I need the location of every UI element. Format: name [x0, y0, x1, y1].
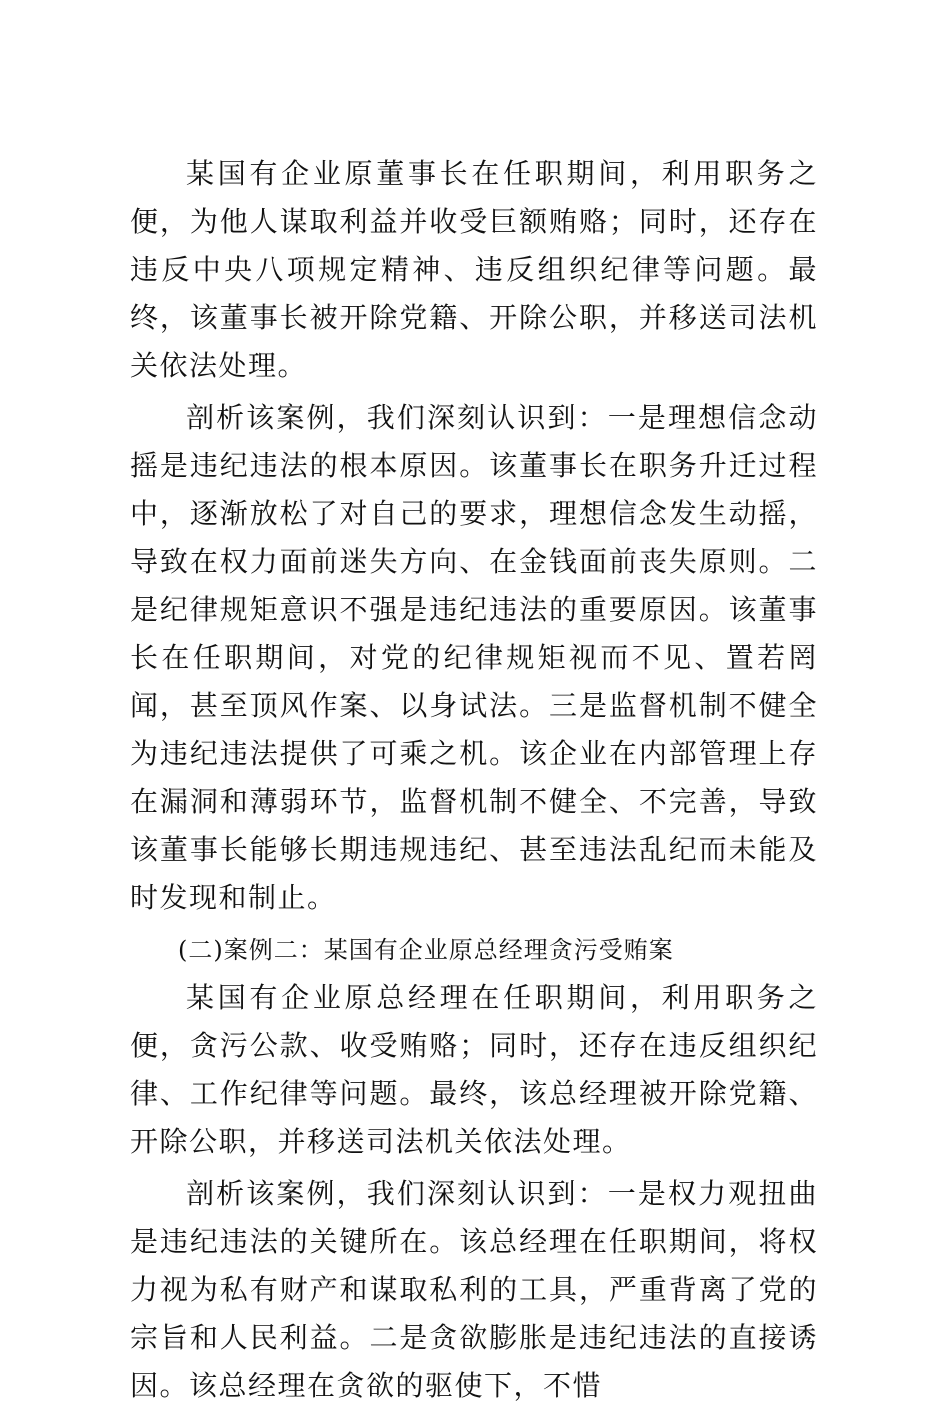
case2-summary-paragraph: 某国有企业原总经理在任职期间，利用职务之便，贪污公款、收受贿赂；同时，还存在违反组织纪律、工作纪律等问题。最终，该总经理被开除党籍、开除公职，并移送司法机关依法处理。: [130, 981, 818, 1158]
case2-heading: (二)案例二：某国有企业原总经理贪污受贿案: [178, 936, 674, 964]
document-body: [130, 150, 818, 1414]
case1-summary-paragraph: 某国有企业原董事长在任职期间，利用职务之便，为他人谋取利益并收受巨额贿赂；同时，还存在违反中央八项规定精神、违反组织纪律等问题。最终，该董事长被开除党籍、开除公职，并移送司法机关依法处理。: [130, 157, 818, 382]
case2-analysis-paragraph: 剖析该案例，我们深刻认识到：一是权力观扭曲是违纪违法的关键所在。该总经理在任职期间，将权力视为私有财产和谋取私利的工具，严重背离了党的宗旨和人民利益。二是贪欲膨胀是违纪违法的直接诱因。该总经理在贪欲的驱使下，不惜: [130, 1177, 818, 1402]
case1-analysis-paragraph: 剖析该案例，我们深刻认识到：一是理想信念动摇是违纪违法的根本原因。该董事长在职务升迁过程中，逐渐放松了对自己的要求，理想信念发生动摇，导致在权力面前迷失方向、在金钱面前丧失原则。二是纪律规矩意识不强是违纪违法的重要原因。该董事长在任职期间，对党的纪律规矩视而不见、置若罔闻，甚至顶风作案、以身试法。三是监督机制不健全为违纪违法提供了可乘之机。该企业在内部管理上存在漏洞和薄弱环节，监督机制不健全、不完善，导致该董事长能够长期违规违纪、甚至违法乱纪而未能及时发现和制止。: [130, 401, 818, 914]
